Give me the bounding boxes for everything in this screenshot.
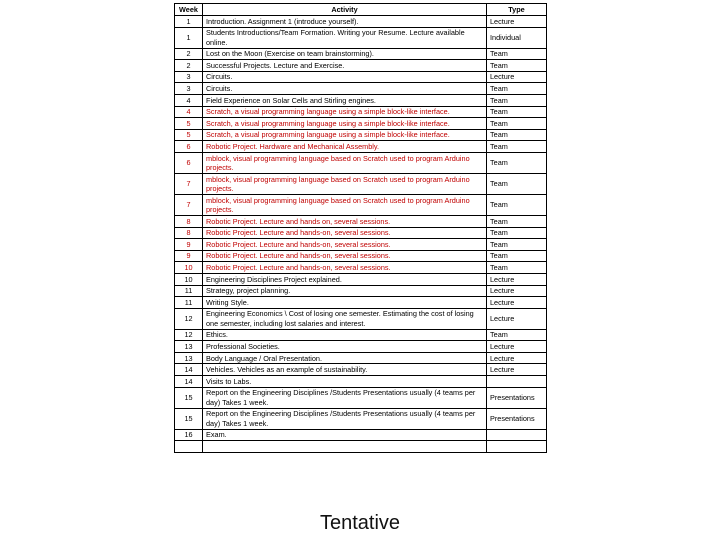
- activity-cell: Strategy, project planning.: [203, 285, 487, 297]
- table-row: [175, 152, 547, 173]
- table-row: [175, 297, 547, 309]
- week-cell: 12: [175, 329, 203, 341]
- week-cell: 10: [175, 262, 203, 274]
- week-cell: 9: [175, 250, 203, 262]
- week-cell: 5: [175, 129, 203, 141]
- type-cell: Lecture: [487, 308, 547, 329]
- activity-cell: Report on the Engineering Disciplines /Students Presentations usually (4 teams per day) Takes 1 week.: [203, 387, 487, 408]
- type-cell: Team: [487, 250, 547, 262]
- week-cell: 7: [175, 173, 203, 194]
- type-cell: [487, 376, 547, 388]
- week-cell: 4: [175, 94, 203, 106]
- activity-cell: Ethics.: [203, 329, 487, 341]
- activity-cell: Scratch, a visual programming language using a simple block-like interface.: [203, 129, 487, 141]
- week-cell: 15: [175, 408, 203, 429]
- week-cell: 10: [175, 273, 203, 285]
- activity-cell: Body Language / Oral Presentation.: [203, 352, 487, 364]
- activity-cell: Professional Societies.: [203, 341, 487, 353]
- type-cell: Team: [487, 194, 547, 215]
- type-cell: Team: [487, 215, 547, 227]
- week-cell: 2: [175, 48, 203, 60]
- activity-cell: Vehicles. Vehicles as an example of sustainability.: [203, 364, 487, 376]
- activity-cell: Scratch, a visual programming language using a simple block-like interface.: [203, 106, 487, 118]
- type-cell: Lecture: [487, 352, 547, 364]
- week-cell: 7: [175, 194, 203, 215]
- table-row: [175, 16, 547, 28]
- week-cell: 2: [175, 60, 203, 72]
- table-row: [175, 250, 547, 262]
- table-row: [175, 408, 547, 429]
- activity-cell: Robotic Project. Lecture and hands-on, several sessions.: [203, 227, 487, 239]
- week-cell: 6: [175, 141, 203, 153]
- type-cell: Team: [487, 48, 547, 60]
- activity-cell: Engineering Economics \ Cost of losing one semester. Estimating the cost of losing one semester, including lost salaries and interest.: [203, 308, 487, 329]
- activity-cell: Visits to Labs.: [203, 376, 487, 388]
- type-cell: Team: [487, 60, 547, 72]
- table-row: [175, 262, 547, 274]
- type-cell: Individual: [487, 27, 547, 48]
- activity-column-header: Activity: [203, 4, 487, 16]
- schedule-sheet: [174, 3, 546, 453]
- table-row: [175, 71, 547, 83]
- type-cell: [487, 429, 547, 441]
- week-cell: 12: [175, 308, 203, 329]
- type-cell: Team: [487, 329, 547, 341]
- week-cell: 13: [175, 352, 203, 364]
- week-cell: [175, 441, 203, 453]
- table-header-row: [175, 4, 547, 16]
- week-cell: 11: [175, 285, 203, 297]
- activity-cell: Robotic Project. Lecture and hands on, several sessions.: [203, 215, 487, 227]
- type-cell: Team: [487, 118, 547, 130]
- table-row: [175, 194, 547, 215]
- table-row: [175, 227, 547, 239]
- table-row: [175, 118, 547, 130]
- type-cell: Lecture: [487, 285, 547, 297]
- table-row: [175, 329, 547, 341]
- week-cell: 11: [175, 297, 203, 309]
- type-cell: [487, 441, 547, 453]
- table-row: [175, 215, 547, 227]
- type-cell: Team: [487, 106, 547, 118]
- table-row: [175, 173, 547, 194]
- week-cell: 13: [175, 341, 203, 353]
- activity-cell: Robotic Project. Lecture and hands-on, several sessions.: [203, 250, 487, 262]
- week-cell: 14: [175, 376, 203, 388]
- type-cell: Lecture: [487, 16, 547, 28]
- type-cell: Team: [487, 152, 547, 173]
- table-row: [175, 441, 547, 453]
- schedule-table: [174, 3, 547, 453]
- type-cell: Team: [487, 227, 547, 239]
- table-row: [175, 106, 547, 118]
- type-cell: Lecture: [487, 273, 547, 285]
- week-cell: 1: [175, 27, 203, 48]
- activity-cell: Students Introductions/Team Formation. Writing your Resume. Lecture available online.: [203, 27, 487, 48]
- activity-cell: Scratch, a visual programming language using a simple block-like interface.: [203, 118, 487, 130]
- week-cell: 15: [175, 387, 203, 408]
- table-row: [175, 364, 547, 376]
- activity-cell: Circuits.: [203, 83, 487, 95]
- table-row: [175, 429, 547, 441]
- week-cell: 6: [175, 152, 203, 173]
- table-row: [175, 239, 547, 251]
- type-column-header: Type: [487, 4, 547, 16]
- activity-cell: Robotic Project. Lecture and hands-on, several sessions.: [203, 262, 487, 274]
- table-row: [175, 352, 547, 364]
- week-cell: 3: [175, 71, 203, 83]
- activity-cell: Writing Style.: [203, 297, 487, 309]
- week-cell: 5: [175, 118, 203, 130]
- week-cell: 9: [175, 239, 203, 251]
- activity-cell: Report on the Engineering Disciplines /Students Presentations usually (4 teams per day) Takes 1 week.: [203, 408, 487, 429]
- week-cell: 3: [175, 83, 203, 95]
- table-row: [175, 129, 547, 141]
- activity-cell: Introduction. Assignment 1 (introduce yourself).: [203, 16, 487, 28]
- type-cell: Lecture: [487, 341, 547, 353]
- activity-cell: Circuits.: [203, 71, 487, 83]
- week-cell: 1: [175, 16, 203, 28]
- week-column-header: Week: [175, 4, 203, 16]
- type-cell: Lecture: [487, 364, 547, 376]
- table-row: [175, 48, 547, 60]
- table-row: [175, 285, 547, 297]
- type-cell: Team: [487, 262, 547, 274]
- activity-cell: [203, 441, 487, 453]
- tentative-label: Tentative: [319, 512, 401, 534]
- activity-cell: mblock, visual programming language based on Scratch used to program Arduino projects.: [203, 173, 487, 194]
- week-cell: 16: [175, 429, 203, 441]
- activity-cell: Successful Projects. Lecture and Exercise.: [203, 60, 487, 72]
- table-row: [175, 273, 547, 285]
- table-row: [175, 376, 547, 388]
- type-cell: Team: [487, 94, 547, 106]
- type-cell: Team: [487, 83, 547, 95]
- type-cell: Presentations: [487, 408, 547, 429]
- type-cell: Team: [487, 173, 547, 194]
- type-cell: Team: [487, 239, 547, 251]
- table-row: [175, 60, 547, 72]
- type-cell: Lecture: [487, 297, 547, 309]
- table-row: [175, 141, 547, 153]
- activity-cell: mblock, visual programming language based on Scratch used to program Arduino projects.: [203, 194, 487, 215]
- week-cell: 8: [175, 215, 203, 227]
- type-cell: Lecture: [487, 71, 547, 83]
- table-row: [175, 308, 547, 329]
- type-cell: Team: [487, 141, 547, 153]
- activity-cell: Robotic Project. Lecture and hands-on, several sessions.: [203, 239, 487, 251]
- schedule-body: [175, 16, 547, 453]
- activity-cell: Exam.: [203, 429, 487, 441]
- activity-cell: mblock, visual programming language based on Scratch used to program Arduino projects.: [203, 152, 487, 173]
- table-row: [175, 341, 547, 353]
- week-cell: 14: [175, 364, 203, 376]
- type-cell: Presentations: [487, 387, 547, 408]
- week-cell: 8: [175, 227, 203, 239]
- table-row: [175, 94, 547, 106]
- type-cell: Team: [487, 129, 547, 141]
- activity-cell: Lost on the Moon (Exercise on team brainstorming).: [203, 48, 487, 60]
- table-row: [175, 83, 547, 95]
- week-cell: 4: [175, 106, 203, 118]
- activity-cell: Engineering Disciplines Project explained.: [203, 273, 487, 285]
- activity-cell: Field Experience on Solar Cells and Stirling engines.: [203, 94, 487, 106]
- table-row: [175, 27, 547, 48]
- table-row: [175, 387, 547, 408]
- activity-cell: Robotic Project. Hardware and Mechanical Assembly.: [203, 141, 487, 153]
